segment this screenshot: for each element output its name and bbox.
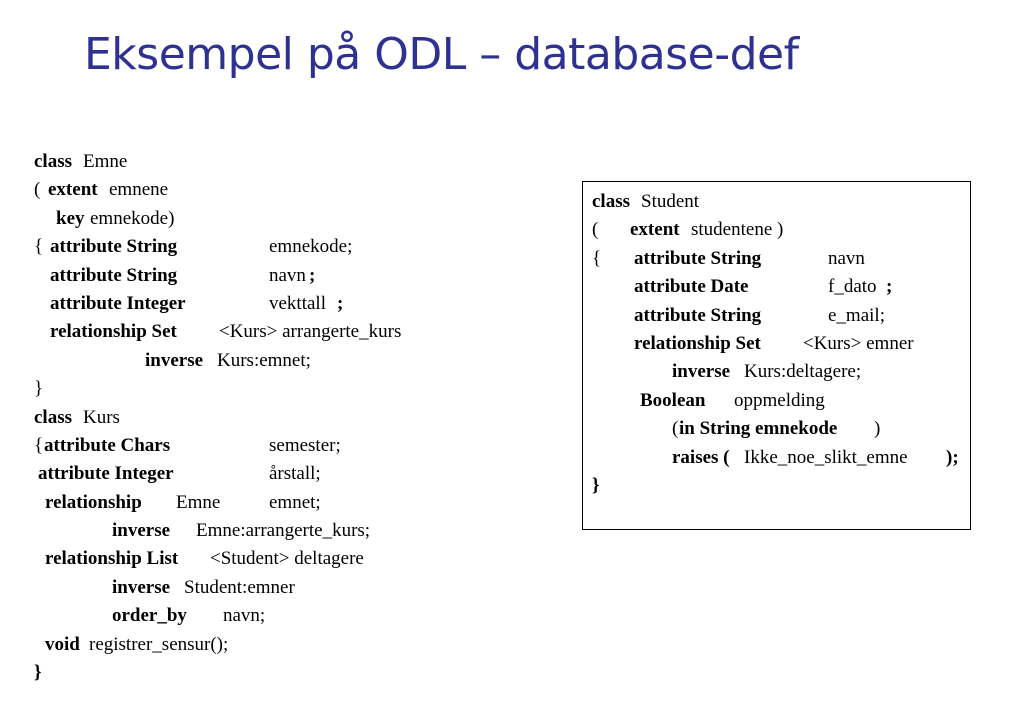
code-line <box>34 205 474 233</box>
code-text: ( <box>34 179 41 201</box>
keyword: relationship Set <box>634 332 761 354</box>
code-text: } <box>592 474 600 496</box>
code-text: Emne <box>176 491 221 513</box>
code-line <box>34 233 474 261</box>
code-text: semester; <box>269 434 341 456</box>
code-text: navn; <box>223 605 266 627</box>
keyword: raises ( <box>672 446 730 468</box>
keyword: class <box>34 151 72 172</box>
code-text: registrer_sensur(); <box>89 633 229 655</box>
code-line <box>34 460 474 488</box>
keyword: Boolean <box>640 389 706 411</box>
code-text: ( <box>592 219 599 241</box>
code-text: ; <box>337 292 344 314</box>
code-line <box>34 290 474 318</box>
keyword: extent <box>48 179 98 201</box>
code-text: } <box>34 662 42 684</box>
keyword: class <box>592 191 630 212</box>
keyword: inverse <box>112 576 171 598</box>
keyword: relationship <box>45 491 142 513</box>
keyword: in String emnekode <box>679 418 838 440</box>
keyword: void <box>45 633 80 655</box>
slide-title: Eksempel på ODL – database-def <box>84 29 799 80</box>
code-line <box>34 602 474 630</box>
code-text: ) <box>874 418 881 440</box>
keyword: key <box>56 207 85 229</box>
keyword: inverse <box>145 349 204 371</box>
code-text: ); <box>946 446 959 468</box>
code-text: emnene <box>109 179 169 201</box>
code-text: emnekode) <box>90 207 175 229</box>
class-student-box <box>582 181 971 530</box>
keyword: attribute String <box>50 264 178 286</box>
code-text: Kurs <box>83 406 120 428</box>
code-text: Emne <box>83 151 128 172</box>
keyword: attribute Chars <box>44 434 171 456</box>
code-line <box>34 176 474 204</box>
code-text: Ikke_noe_slikt_emne <box>744 446 908 468</box>
code-line <box>34 631 474 659</box>
code-text: navn <box>828 247 865 269</box>
code-line <box>34 574 474 602</box>
code-text: emnet; <box>269 491 321 513</box>
keyword: class <box>34 406 72 428</box>
keyword: attribute Date <box>634 276 749 298</box>
keyword: inverse <box>672 361 731 383</box>
keyword: attribute Integer <box>50 292 186 314</box>
keyword: order_by <box>112 605 187 627</box>
code-text: vekttall <box>269 292 326 314</box>
code-text: f_dato <box>828 276 877 298</box>
code-text: { <box>34 236 44 258</box>
code-line <box>34 347 474 375</box>
code-text: { <box>592 247 602 269</box>
keyword: attribute Integer <box>38 463 174 485</box>
code-line <box>34 375 474 403</box>
code-text: studentene ) <box>691 219 784 241</box>
code-line <box>34 545 474 573</box>
code-line <box>34 262 474 290</box>
keyword: relationship List <box>45 548 179 570</box>
code-line <box>34 489 474 517</box>
code-line <box>34 659 474 687</box>
code-text: { <box>34 434 44 456</box>
keyword: extent <box>630 219 680 241</box>
code-text: <Kurs> arrangerte_kurs <box>219 321 402 343</box>
keyword: inverse <box>112 520 171 542</box>
code-text: Student:emner <box>184 576 295 598</box>
keyword: attribute String <box>634 247 762 269</box>
code-text: } <box>34 378 44 400</box>
code-line <box>34 404 474 432</box>
keyword: attribute String <box>50 236 178 258</box>
code-text: Kurs:deltagere; <box>744 361 862 383</box>
code-text: ( <box>672 418 679 440</box>
code-line <box>34 432 474 460</box>
code-line <box>34 318 474 346</box>
code-text: Student <box>641 191 700 212</box>
code-text: <Kurs> emner <box>803 332 914 354</box>
code-text: emnekode; <box>269 236 353 258</box>
code-text: oppmelding <box>734 389 825 411</box>
code-text: navn <box>269 264 306 286</box>
code-text: ; <box>309 264 316 286</box>
code-text: årstall; <box>269 463 321 485</box>
keyword: attribute String <box>634 304 762 326</box>
code-line <box>34 148 474 176</box>
keyword: relationship Set <box>50 321 177 343</box>
class-emne-kurs-definition <box>34 148 474 693</box>
code-text: Kurs:emnet; <box>217 349 311 371</box>
code-line <box>34 517 474 545</box>
code-text: <Student> deltagere <box>210 548 364 570</box>
code-text: e_mail; <box>828 304 885 326</box>
code-text: Emne:arrangerte_kurs; <box>196 520 371 542</box>
code-text: ; <box>886 276 893 298</box>
